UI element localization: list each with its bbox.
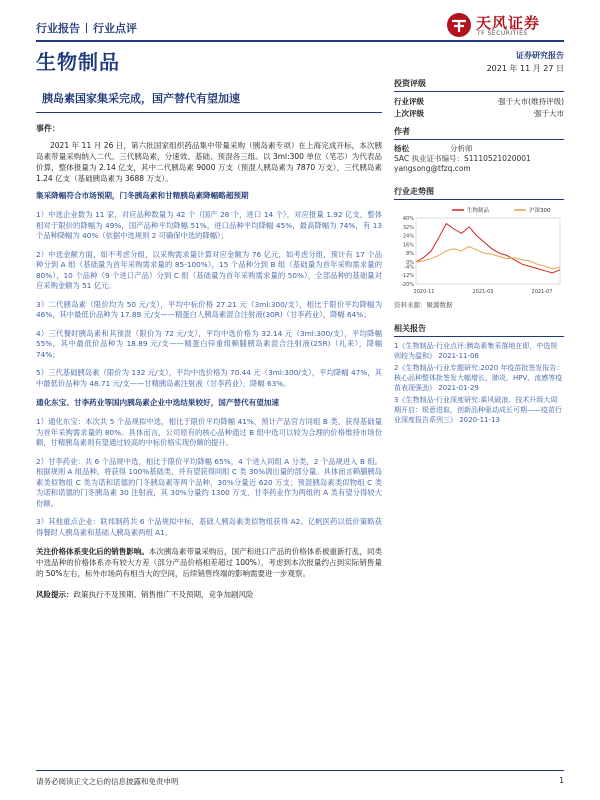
paragraph-amounts: 2）中选金额方面，如不考虑分组，以采购需求量计算对应金额为 76 亿元，如考虑分组，预计有 17 个品种分到 A 组（基础量为首年采购需求量的 85-100%），15 个品种分到 B 组（基础量为首年采购需求量的 80%），10 个品种（9 个进口产品）分到 C 组（基础量为首年采购需求量的 50%），全部品种的基础量对应采购金额为 51 亿元。	[36, 249, 382, 290]
tf-logo-icon	[446, 12, 472, 38]
rating-industry-value: 强于大市(维持评级)	[498, 97, 564, 106]
sidebar	[394, 78, 564, 427]
author-email[interactable]: yangsong@tfzq.com	[394, 164, 471, 173]
sales-impact-lead: 关注价格体系变化后的销售影响。	[36, 547, 149, 556]
event-paragraph: 2021 年 11 月 26 日，第六批国家组织药品集中带量采购（胰岛素专项）在上海完成开标，本次胰岛素带量采购纳入二代、三代胰岛素，分速效、基础、预混各三组。以 3ml:300 单位（笔芯）为代表品价算，整体报量为 2.14 亿支，其中二代胰岛素 9000 万支（预混人胰岛素为 7870 万支），三代胰岛素 1.24 亿支（基础胰岛素为 3688 万支）。	[36, 141, 382, 183]
chart-y-tick-0: 40%	[402, 216, 414, 222]
breadcrumb-industry-review[interactable]: 行业点评	[93, 22, 137, 35]
company-logo	[446, 10, 564, 40]
logo-name: 天风证券	[476, 14, 541, 32]
logo-name-en: TF SECURITIES	[477, 30, 528, 37]
paragraph-winners: 1）中选企业数为 11 家，对应品种数量为 42 个（国产 28 个，进口 14 个），对应报量 1.92 亿支，整体相对于限价的降幅为 49%，国产品种平均降幅 51%，进口品种平均降幅 45%，最高降幅为 74%，有 13 个品种降幅为 40%（依据中选规则 2 可确保中选的降幅）；	[36, 210, 382, 240]
paragraph-third-gen-mealtime: 4）三代餐时胰岛素和其预混（限价为 72 元/支），平均中选价格为 32.14 元（3ml:300/支），平均降幅 55%，其中最低价品种为 18.89 元/支——精蛋白锌重组赖脯胰岛素混合注射液(25R)（礼来），降幅 74%；	[36, 328, 382, 359]
chart-x-tick-1: 2021-03	[472, 289, 494, 295]
paragraph-sales-impact	[36, 546, 382, 579]
subheading-price-cut: 集采降幅符合市场预期，门冬胰岛素和甘精胰岛素降幅略超预期	[36, 191, 249, 200]
chart-legend-label-1: 沪深300	[529, 208, 551, 214]
trend-chart-svg	[394, 204, 564, 296]
breadcrumb-industry-report[interactable]: 行业报告	[36, 22, 80, 35]
rating-row-industry	[394, 96, 564, 108]
rating-industry-label: 行业评级	[394, 97, 424, 106]
chart-series-line-0	[416, 224, 560, 274]
risk-label: 风险提示：	[36, 590, 74, 599]
paragraph-tonghua: 1）通化东宝：本次共 5 个品规拟中选，相比于限价平均降幅 41%，预计产品官方同组 B 类，获得基础量为首年采购需求量的 80%。具体而言，公司原有的核心品种通过 B 组中选可以较为合理的价格维持市场份额，甘精胰岛素则有望通过较高的中标价格实现份额的提升。	[36, 417, 382, 447]
rating-previous-value: 强于大市	[534, 109, 564, 118]
footer-divider	[36, 770, 564, 771]
author-name-line	[394, 144, 564, 154]
chart-source: 资料来源：聚源数据	[394, 301, 453, 309]
chart-series-line-1	[416, 247, 560, 269]
main-content	[36, 88, 382, 600]
subheading-domestic: 通化东宝、甘李药业等国内胰岛素企业中选结果较好，国产替代有望加速	[36, 398, 279, 407]
page-title: 生物制品	[36, 50, 120, 74]
chart-x-tick-0: 2020-11	[413, 289, 435, 295]
paragraph-second-gen: 3）二代胰岛素（限价均为 50 元/支），平均中标价格 27.21 元（3ml:300/支），相比于限价平均降幅为 46%，其中最低价品种为 17.89 元/支——精蛋白人胰岛素混合注射液(30R)（甘李药业），降幅 64%；	[36, 299, 382, 319]
risk-text: 政策执行不及预期、销售推广不及预期，竞争加剧风险	[73, 590, 254, 599]
related-report-2[interactable]: 2《生物制品-行业专题研究:2020 年疫苗批签发报告：核心品种整体批签发大幅增长，肺炎、HPV、流感等疫苗表现强劲》 2021-01-29	[394, 364, 564, 392]
rating-previous-label: 上次评级	[394, 109, 424, 118]
report-date: 2021 年 11 月 27 日	[486, 64, 564, 73]
paragraph-ganli: 2）甘李药业：共 6 个品规中选，相比于限价平均降幅 65%，4 个进入同组 A 分类，2 个品规进入 B 组。根据规则 A 组品种，将获得 100%基础类，并有望获得同组 C 类 30%调出量的部分量。具体而言赖脯胰岛素类似物组 C 类为诺和诺德的门冬胰岛素等两个品种，30%分量近 620 万支；预混胰岛素类似物组 C 类为诺和诺德的门冬胰岛素 30 注射液，其 30%分量约 1300 万支，甘李药业作为两组的 A 类有望分得较大份额。	[36, 456, 382, 508]
trend-chart	[394, 204, 564, 296]
related-title: 相关报告	[394, 323, 564, 337]
chart-y-tick-7: -12%	[401, 273, 414, 280]
author-cert: SAC 执业证书编号：S1110521020001	[394, 154, 531, 163]
author-title: 作者	[394, 126, 564, 140]
author-role: 分析师	[450, 144, 473, 153]
report-header	[36, 10, 564, 40]
headline-divider	[36, 112, 382, 113]
related-report-3[interactable]: 3《生物制品-行业深度研究:乘风破浪、技术升级大周期开启：锐意进取，创新品种驱动成长可期——疫苗行业深度报告系列三》 2020-11-13	[394, 396, 562, 424]
footer-disclaimer: 请务必阅读正文之后的信息披露和免责申明	[36, 777, 179, 786]
paragraph-third-gen-basal: 5）三代基础胰岛素（限价为 132 元/支），平均中选价格为 70.44 元（3ml:300/支），平均降幅 47%，其中最低价品种为 48.71 元/支——甘精胰岛素注射液（甘李药业），降幅 63%。	[36, 368, 382, 388]
rating-title: 投资评级	[394, 78, 564, 92]
paragraph-others: 3）其他重点企业：联邦制药共 6 个品规拟中标，基础人胰岛素类似物组获得 A2。亿帆医药以低价策略获得餐时人胰岛素和基础人胰岛素两组 A1。	[36, 517, 382, 537]
chart-legend-label-0: 生物制品	[467, 208, 490, 214]
chart-y-tick-1: 32%	[402, 224, 414, 231]
event-label: 事件：	[36, 124, 60, 133]
related-report-1[interactable]: 1《生物制品-行业点评:胰岛素集采落地在即，中选规则较为温和》 2021-11-06	[394, 342, 558, 360]
chart-y-tick-2: 24%	[402, 233, 414, 240]
chart-plot-frame	[416, 218, 560, 284]
chart-y-tick-6: -4%	[404, 264, 414, 271]
report-type: 证券研究报告	[516, 51, 564, 60]
breadcrumb	[36, 20, 137, 36]
header-divider	[36, 40, 564, 42]
report-headline: 胰岛素国家集采完成，国产替代有望加速	[42, 92, 240, 105]
chart-y-tick-3: 16%	[402, 242, 414, 249]
chart-y-tick-4: 8%	[406, 251, 414, 258]
author-name: 杨松	[394, 144, 409, 153]
page-number: 1	[559, 776, 564, 785]
chart-y-tick-8: -20%	[401, 282, 414, 288]
sales-impact-text: 本次胰岛素带量采购后，国产和进口产品的价格体系被重新打乱，同类中选品种的价格体系亦有较大方差（部分产品价格相差超过 100%），考虑到本次报量约占到实际销售量的 50%左右，标外市场尚有相当大的空间，后续销售终端的影响需要进一步观察。	[36, 547, 383, 578]
chart-title: 行业走势图	[394, 186, 564, 200]
chart-y-tick-5: 0%	[406, 260, 414, 266]
risk-warning	[36, 589, 382, 600]
breadcrumb-separator	[86, 23, 87, 33]
rating-row-previous	[394, 108, 564, 120]
chart-x-tick-2: 2021-07	[531, 289, 553, 295]
